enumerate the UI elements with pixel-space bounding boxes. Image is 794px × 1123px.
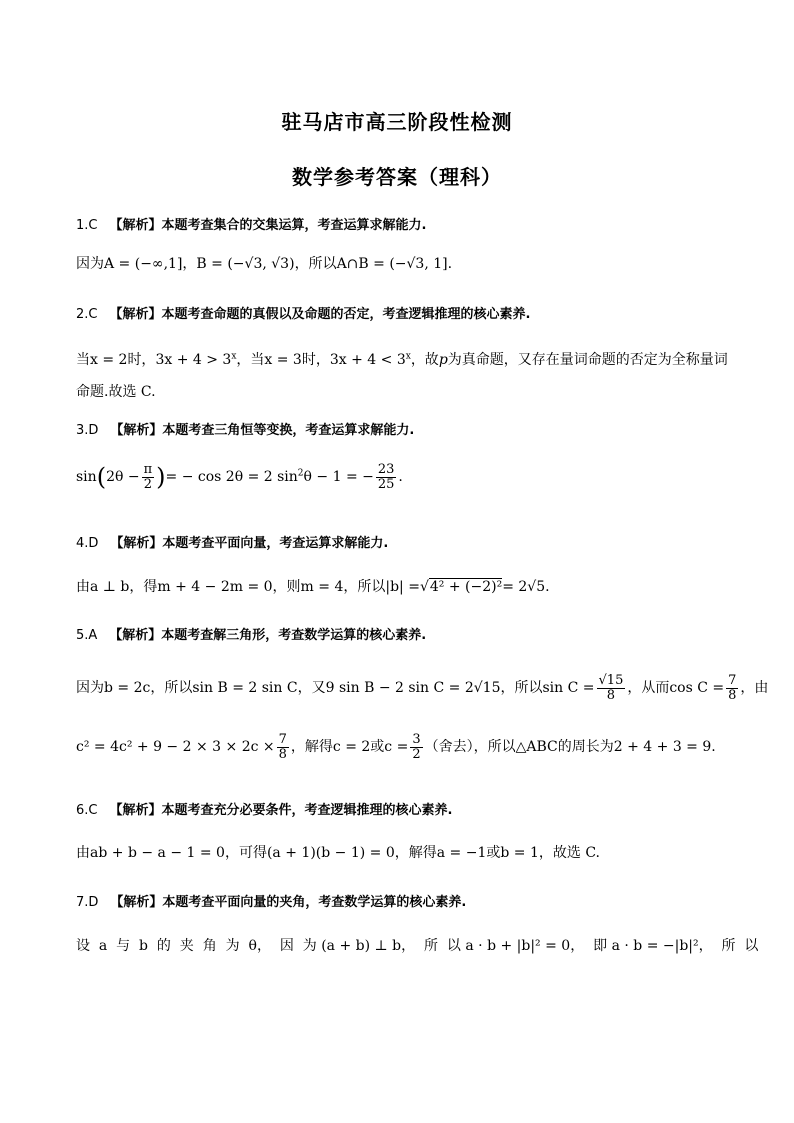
q5-solution-line-2 [76, 733, 716, 761]
q5-frac-num: 7 [278, 732, 287, 747]
q7-text: ， 所 以 [401, 938, 461, 954]
q6-math: a = −1 [436, 845, 487, 861]
q5-text: 或 [370, 739, 385, 756]
q2-text: ，当 [236, 352, 265, 368]
q7-solution [76, 935, 758, 955]
q2-math: 3x + 4 > 3 [155, 352, 232, 368]
q5-text: . [711, 739, 716, 756]
q3-math: 2θ − [106, 469, 140, 486]
q5-frac-num: √15 [598, 673, 624, 688]
q2-text: 时， [127, 352, 156, 368]
q4-number: 4.D [76, 536, 99, 551]
q5-solution-line-1 [76, 674, 768, 702]
q5-math: △ABC [515, 739, 558, 756]
q6-solution [76, 842, 600, 862]
q5-frac-den: 8 [606, 687, 616, 703]
q5-frac-den: 8 [728, 687, 737, 703]
q2-heading [76, 303, 530, 322]
q4-analysis-title: 【解析】本题考查平面向量，考查运算求解能力. [110, 536, 389, 551]
q5-text: （舍去），所以 [424, 739, 516, 756]
q3-frac-den: 25 [377, 476, 395, 492]
q5-number: 5.A [76, 628, 98, 643]
q2-analysis-title: 【解析】本题考查命题的真假以及命题的否定，考查逻辑推理的核心素养. [109, 307, 531, 322]
q3-frac-den: 2 [143, 476, 152, 492]
q5-text: ，所以 [500, 680, 543, 697]
q5-text: 因为 [76, 680, 104, 697]
q4-solution [76, 576, 550, 596]
q1-text: ，所以 [294, 256, 337, 272]
q5-text: ，所以 [150, 680, 193, 697]
q6-math: b = 1 [500, 845, 539, 861]
q5-math: sin B = 2 sin C [192, 680, 298, 697]
q2-exponent: x [231, 351, 237, 362]
q3-math: = − cos 2θ = 2 sin [165, 469, 298, 486]
q6-text: ，解得 [394, 845, 437, 861]
q4-text: ，则 [272, 579, 301, 595]
q2-math: x = 3 [264, 352, 302, 368]
q3-math: sin [76, 469, 97, 486]
q4-math: a ⊥ b [90, 579, 130, 595]
q1-heading [76, 214, 426, 233]
q2-math: p [438, 352, 448, 368]
q7-text: ， 所 以 [698, 938, 759, 954]
q4-math: |b| = [385, 579, 420, 595]
q5-math: 2 + 4 + 3 = 9 [613, 739, 712, 756]
q1-text: ， [182, 256, 197, 272]
q5-analysis-title: 【解析】本题考查解三角形，考查数学运算的核心素养. [109, 628, 427, 643]
q5-text: ，由 [740, 680, 769, 697]
q3-math: θ − 1 = − [303, 469, 374, 486]
q2-math: 3x + 4 < 3 [329, 352, 406, 368]
q2-number: 2.C [76, 307, 98, 322]
q5-frac-num: 7 [728, 673, 737, 688]
q4-text: ，所以 [343, 579, 386, 595]
q4-math: = 2√5 [502, 579, 546, 595]
q2-exponent: x [405, 351, 411, 362]
q6-text: 由 [76, 845, 90, 861]
q7-text: ， 即 [570, 938, 608, 954]
q5-math: c = [384, 739, 409, 756]
q7-number: 7.D [76, 895, 99, 910]
q3-text: . [398, 469, 403, 486]
q1-analysis-title: 【解析】本题考查集合的交集运算，考查运算求解能力. [109, 218, 427, 233]
q5-frac-den: 2 [412, 746, 421, 762]
q2-math: x = 2 [90, 352, 128, 368]
q7-math: (a + b) ⊥ b [321, 938, 402, 954]
q5-math: cos C = [669, 680, 725, 697]
page-title: 驻马店市高三阶段性检测 [281, 110, 513, 134]
q4-sqrt-body: 4² + (−2)² [429, 579, 503, 595]
q5-text: ，又 [297, 680, 326, 697]
q5-math: c² = 4c² + 9 − 2 × 3 × 2c × [76, 739, 275, 756]
q3-exponent: 2 [297, 468, 304, 479]
q1-solution [76, 253, 452, 273]
q6-heading [76, 799, 452, 818]
q3-analysis-title: 【解析】本题考查三角恒等变换，考查运算求解能力. [110, 423, 415, 438]
q5-math: c = 2 [332, 739, 371, 756]
q4-heading [76, 532, 388, 551]
q7-analysis-title: 【解析】本题考查平面向量的夹角，考查数学运算的核心素养. [110, 895, 467, 910]
q5-frac-den: 8 [278, 746, 287, 762]
q5-math: b = 2c [104, 680, 151, 697]
q5-text: 的周长为 [557, 739, 614, 756]
q6-number: 6.C [76, 803, 98, 818]
q7-text: 设 a 与 b 的 夹 角 为 θ， 因 为 [76, 938, 317, 954]
q6-text: ，故选 C. [538, 845, 600, 861]
q4-text: 由 [76, 579, 90, 595]
q4-math: m + 4 − 2m = 0 [157, 579, 273, 595]
q3-frac-num: 23 [377, 462, 395, 477]
q5-math: sin C = [542, 680, 595, 697]
q5-heading [76, 624, 426, 643]
q3-solution: sin(2θ − $\frac{\pi}{2}$ )= − cos 2θ = 2 $\sin^2\theta - 1$ = − $\frac{23}{25}$ . [76, 462, 403, 492]
q1-number: 1.C [76, 218, 98, 233]
q3-frac-num: π [143, 462, 153, 477]
q3-heading [76, 419, 414, 438]
q3-number: 3.D [76, 423, 99, 438]
q4-math: m = 4 [300, 579, 344, 595]
q1-math-b: B = (−√3, √3) [196, 256, 295, 272]
q5-text: ，解得 [290, 739, 333, 756]
q1-text: 因为 [76, 256, 104, 272]
q7-heading [76, 891, 466, 910]
q5-frac-num: 3 [412, 732, 421, 747]
q6-text: 或 [486, 845, 501, 861]
q1-text: . [447, 256, 453, 272]
q2-text: 命题.故选 C. [76, 384, 156, 400]
q7-math: a · b = −|b|² [611, 938, 699, 954]
q1-math-intersection: A∩B = (−√3, 1] [336, 256, 448, 272]
q2-text: 时， [301, 352, 330, 368]
q4-sqrt-sign: √ [419, 579, 429, 595]
page-subtitle: 数学参考答案（理科） [292, 165, 502, 189]
q4-text: . [545, 579, 550, 595]
q6-math: (a + 1)(b − 1) = 0 [266, 845, 395, 861]
q5-math: 9 sin B − 2 sin C = 2√15 [325, 680, 501, 697]
q6-math: ab + b − a − 1 = 0 [90, 845, 225, 861]
q7-math: a · b + |b|² = 0 [465, 938, 571, 954]
q2-solution-line-1 [76, 349, 728, 369]
q6-text: ，可得 [224, 845, 267, 861]
q6-analysis-title: 【解析】本题考查充分必要条件，考查逻辑推理的核心素养. [109, 803, 453, 818]
q1-math-a: A = (−∞,1] [104, 256, 183, 272]
q2-text: 为真命题，又存在量词命题的否定为全称量词 [447, 352, 728, 368]
q2-solution-line-2 [76, 381, 156, 401]
q2-text: ，故 [410, 352, 439, 368]
q2-text: 当 [76, 352, 90, 368]
q4-text: ，得 [129, 579, 158, 595]
q5-text: ，从而 [627, 680, 670, 697]
